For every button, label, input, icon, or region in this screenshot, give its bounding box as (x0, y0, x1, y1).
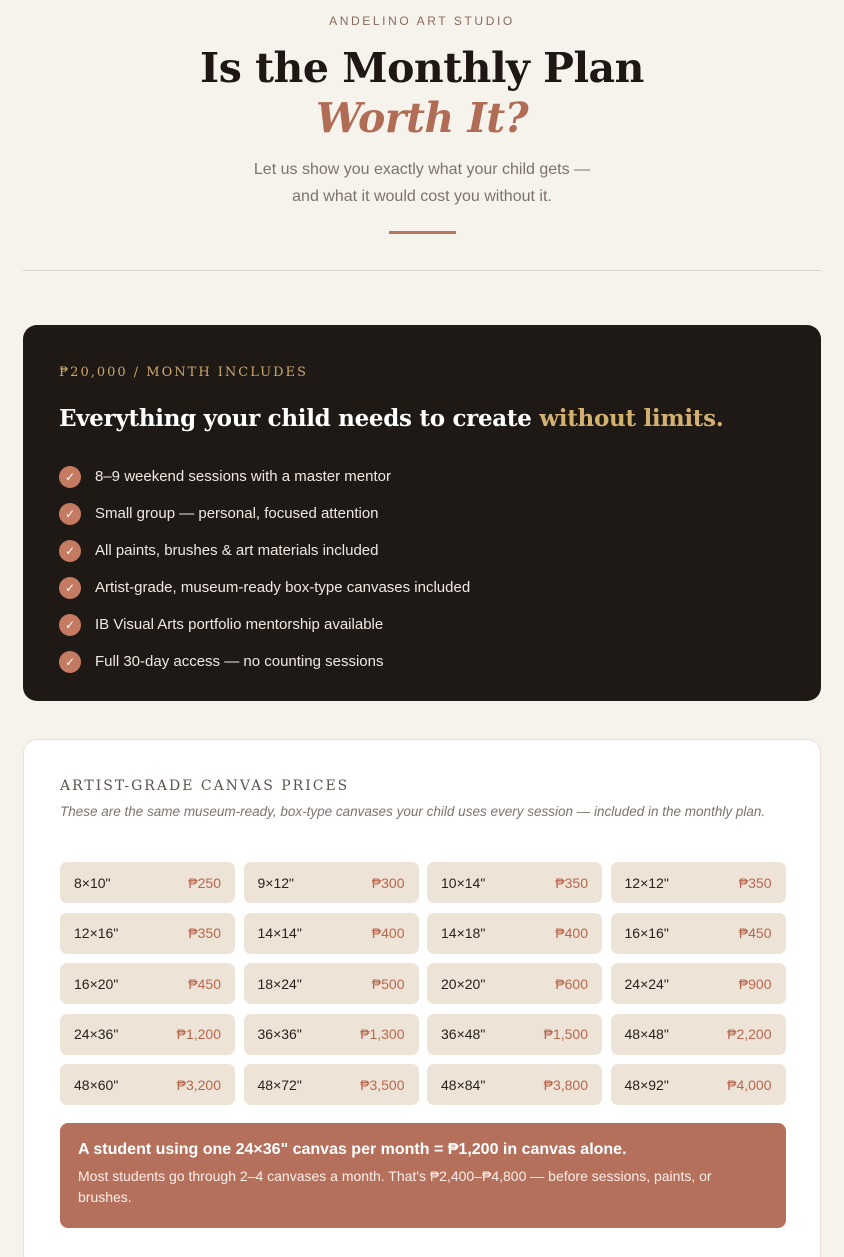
price-tile (60, 1014, 235, 1055)
canvas-price: ₱300 (371, 874, 405, 891)
canvas-price: ₱1,500 (543, 1026, 588, 1042)
feature-list (59, 458, 470, 680)
price-tile (611, 913, 786, 954)
price-tile (244, 1014, 419, 1055)
price-tile (60, 963, 235, 1004)
canvas-price: ₱450 (188, 975, 221, 992)
plan-card (23, 325, 821, 701)
canvas-size: 48×60" (74, 1076, 119, 1093)
price-tile (60, 1064, 235, 1105)
feature-item (59, 569, 470, 606)
check-icon: ✓ (59, 577, 81, 599)
price-tile (611, 963, 786, 1004)
canvas-size: 48×48" (624, 1026, 669, 1042)
price-tile (427, 913, 602, 954)
section-divider (23, 270, 821, 271)
canvas-price: ₱1,300 (360, 1026, 405, 1042)
intro-line-2: and what it would cost you without it. (292, 188, 552, 205)
cost-callout (60, 1123, 786, 1228)
check-icon: ✓ (59, 503, 81, 525)
price-tile (244, 1064, 419, 1105)
canvas-price: ₱900 (738, 975, 772, 992)
canvas-price: ₱4,000 (727, 1076, 772, 1093)
price-tile (611, 862, 786, 903)
canvas-size: 16×20" (74, 975, 119, 992)
feature-item (59, 643, 470, 680)
canvas-size: 36×48" (441, 1026, 486, 1042)
price-tile (244, 963, 419, 1004)
check-icon: ✓ (59, 466, 81, 488)
canvas-size: 12×16" (74, 925, 119, 941)
canvas-price: ₱350 (738, 874, 772, 891)
canvas-size: 20×20" (441, 975, 486, 992)
price-tile (427, 963, 602, 1004)
canvas-price: ₱400 (555, 925, 588, 941)
canvas-size: 48×92" (624, 1076, 669, 1093)
check-icon: ✓ (59, 540, 81, 562)
canvas-size: 16×16" (624, 925, 669, 941)
price-tile (427, 862, 602, 903)
price-tile (60, 862, 235, 903)
price-tile (611, 1064, 786, 1105)
callout-title: A student using one 24×36" canvas per month = ₱1,200 in canvas alone. (78, 1141, 627, 1158)
feature-text: 8–9 weekend sessions with a master mentor (95, 468, 391, 485)
canvas-price: ₱250 (188, 874, 221, 891)
canvas-price-card (23, 739, 821, 1257)
brand-label: ANDELINO ART STUDIO (329, 14, 515, 28)
intro-line-1: Let us show you exactly what your child gets — (253, 161, 591, 178)
accent-rule (389, 231, 456, 234)
canvas-size: 12×12" (624, 874, 669, 891)
canvas-price: ₱400 (371, 925, 405, 941)
canvas-price: ₱3,500 (360, 1076, 405, 1093)
canvas-price: ₱2,200 (727, 1026, 772, 1042)
canvas-size: 48×84" (441, 1076, 486, 1093)
feature-item (59, 458, 470, 495)
canvas-price: ₱3,800 (543, 1076, 588, 1093)
plan-eyebrow: ₱20,000 / MONTH INCLUDES (59, 365, 308, 380)
price-tile (427, 1014, 602, 1055)
callout-body: Most students go through 2–4 canvases a month. That's ₱2,400–₱4,800 — before sessions, paints, or brushes. (78, 1168, 712, 1205)
canvas-size: 9×12" (257, 874, 295, 891)
feature-text: All paints, brushes & art materials included (95, 542, 379, 559)
canvas-size: 24×36" (74, 1026, 119, 1042)
canvas-price: ₱500 (371, 975, 405, 992)
canvas-size: 10×14" (441, 874, 486, 891)
canvas-price: ₱3,200 (176, 1076, 221, 1093)
canvas-eyebrow: ARTIST-GRADE CANVAS PRICES (60, 778, 350, 794)
price-tile (60, 913, 235, 954)
price-tile (244, 862, 419, 903)
canvas-size: 14×14" (257, 925, 302, 941)
plan-heading-main: Everything your child needs to create (59, 405, 540, 432)
canvas-price-grid (60, 862, 786, 1105)
feature-text: Small group — personal, focused attention (95, 505, 379, 522)
page-title: Is the Monthly Plan (200, 44, 644, 92)
canvas-size: 8×10" (74, 874, 111, 891)
canvas-price: ₱1,200 (176, 1026, 221, 1042)
intro-text (0, 156, 844, 210)
canvas-size: 36×36" (257, 1026, 302, 1042)
page-title-accent: Worth It? (315, 94, 529, 142)
feature-item (59, 606, 470, 643)
canvas-description: These are the same museum-ready, box-type canvases your child uses every session — included in the monthly plan. (60, 804, 766, 819)
feature-item (59, 495, 470, 532)
canvas-price: ₱350 (555, 874, 588, 891)
feature-text: IB Visual Arts portfolio mentorship available (95, 616, 384, 633)
canvas-size: 24×24" (624, 975, 669, 992)
price-tile (427, 1064, 602, 1105)
canvas-size: 18×24" (257, 975, 302, 992)
plan-heading (59, 405, 724, 432)
canvas-price: ₱600 (555, 975, 588, 992)
plan-heading-accent: without limits. (539, 405, 724, 432)
feature-text: Artist-grade, museum-ready box-type canvases included (95, 579, 471, 596)
canvas-size: 48×72" (257, 1076, 302, 1093)
canvas-price: ₱450 (738, 925, 772, 941)
feature-item (59, 532, 470, 569)
canvas-size: 14×18" (441, 925, 486, 941)
check-icon: ✓ (59, 651, 81, 673)
feature-text: Full 30-day access — no counting sessions (95, 653, 384, 670)
canvas-price: ₱350 (188, 925, 221, 941)
price-tile (244, 913, 419, 954)
price-tile (611, 1014, 786, 1055)
check-icon: ✓ (59, 614, 81, 636)
